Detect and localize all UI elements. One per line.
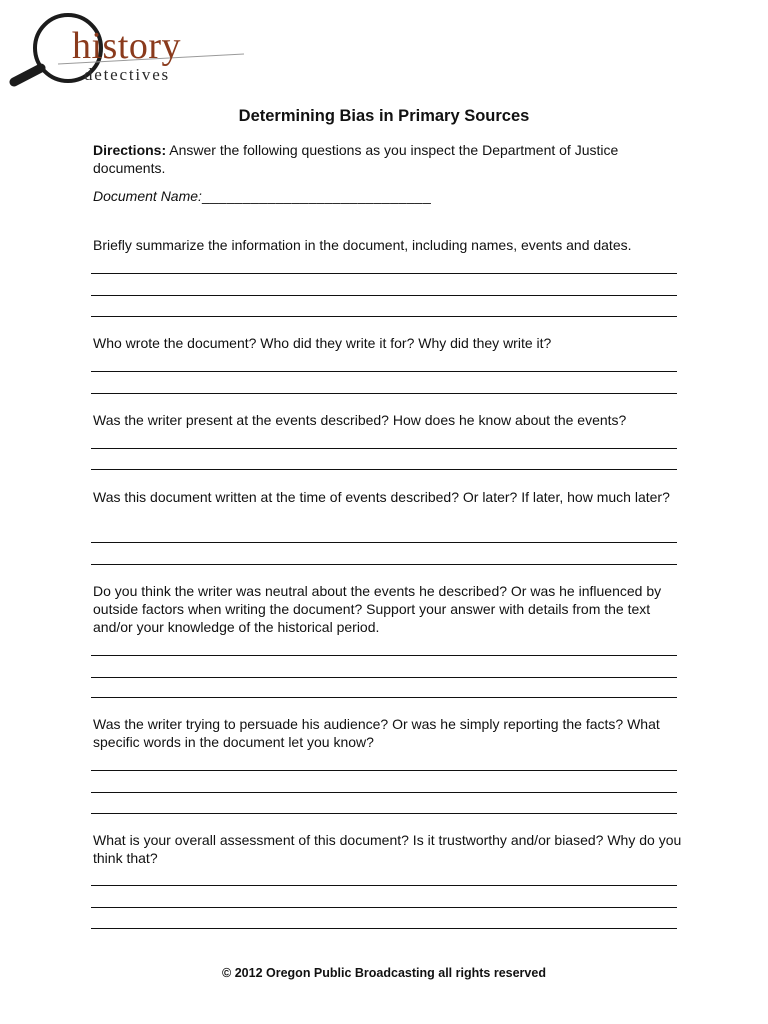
directions-text: Answer the following questions as you inspect the Department of Justice documents. [93,142,619,176]
logo-word-history: history [72,25,182,67]
answer-line[interactable] [91,316,677,317]
answer-line[interactable] [91,885,677,886]
answer-line[interactable] [91,697,677,698]
answer-line[interactable] [91,273,677,274]
directions [93,141,683,177]
answer-line[interactable] [91,677,677,678]
question-4: Was this document written at the time of events described? Or later? If later, how much later? [93,489,670,505]
question-5: Do you think the writer was neutral about the events he described? Or was he influenced by outside factors when writing the document? Support your answer with details from the text and/or your knowledge of the historical period. [93,583,662,635]
answer-line[interactable] [91,813,677,814]
question-2: Who wrote the document? Who did they write it for? Why did they write it? [93,335,552,351]
copyright-footer: © 2012 Oregon Public Broadcasting all rights reserved [222,966,546,980]
directions-label: Directions: [93,142,167,158]
question-6: Was the writer trying to persuade his audience? Or was he simply reporting the facts? What specific words in the document let you know? [93,716,660,750]
answer-line[interactable] [91,542,677,543]
answer-line[interactable] [91,393,677,394]
question-3: Was the writer present at the events described? How does he know about the events? [93,412,627,428]
question-7: What is your overall assessment of this document? Is it trustworthy and/or biased? Why do you think that? [93,832,682,866]
answer-line[interactable] [91,295,677,296]
logo-word-detectives: detectives [84,65,170,84]
answer-line[interactable] [91,469,677,470]
answer-line[interactable] [91,792,677,793]
question-1: Briefly summarize the information in the document, including names, events and dates. [93,237,632,253]
answer-line[interactable] [91,907,677,908]
document-name-blank[interactable]: ____________________________ [201,188,432,204]
answer-line[interactable] [91,448,677,449]
document-name-label: Document Name: [93,188,202,204]
answer-line[interactable] [91,564,677,565]
history-detectives-logo [8,10,248,90]
document-name-field[interactable] [93,187,683,205]
page-title: Determining Bias in Primary Sources [238,107,530,125]
answer-line[interactable] [91,371,677,372]
answer-line[interactable] [91,770,677,771]
answer-line[interactable] [91,655,677,656]
answer-line[interactable] [91,928,677,929]
